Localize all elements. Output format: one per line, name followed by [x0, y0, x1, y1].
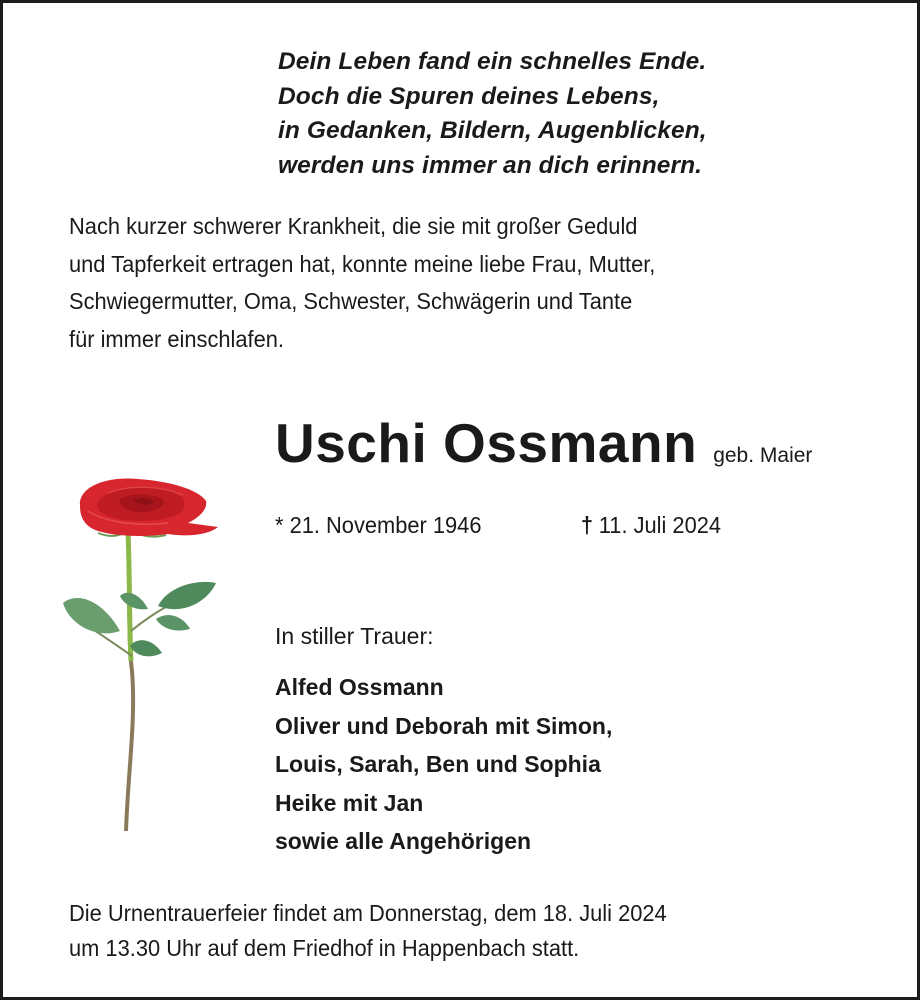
cross-icon: † [580, 512, 594, 538]
death-date: 11. Juli 2024 [598, 512, 722, 538]
motto-line: Doch die Spuren deines Lebens, [278, 82, 660, 110]
motto-line: werden uns immer an dich erinnern. [278, 151, 703, 179]
ceremony-notice [69, 896, 667, 966]
intro-line: Schwiegermutter, Oma, Schwester, Schwägerin und Tante [69, 288, 633, 314]
mourners-list [275, 668, 612, 861]
mourner-line: sowie alle Angehörigen [275, 828, 532, 854]
mourner-line: Louis, Sarah, Ben und Sophia [275, 751, 601, 777]
intro-text [69, 208, 655, 358]
motto-line: in Gedanken, Bildern, Augenblicken, [278, 117, 707, 144]
deceased-name: Uschi Ossmann [275, 412, 698, 474]
deceased-name-row [275, 411, 812, 475]
intro-line: und Tapferkeit ertragen hat, konnte meine liebe Frau, Mutter, [69, 250, 656, 277]
ceremony-line: um 13.30 Uhr auf dem Friedhof in Happenbach statt. [69, 935, 580, 961]
motto-line: Dein Leben fand ein schnelles Ende. [278, 48, 707, 75]
mourner-line: Alfed Ossmann [275, 674, 444, 700]
intro-line: Nach kurzer schwerer Krankheit, die sie mit großer Geduld [69, 213, 638, 239]
death-date-group [581, 512, 721, 539]
mourner-line: Oliver und Deborah mit Simon, [275, 712, 613, 739]
rose-icon [58, 471, 228, 841]
motto-verse [278, 45, 707, 183]
birth-date: * 21. November 1946 [275, 512, 482, 538]
mourner-line: Heike mit Jan [275, 789, 424, 816]
maiden-name: geb. Maier [713, 444, 813, 467]
ceremony-line: Die Urnentrauerfeier findet am Donnerstag, dem 18. Juli 2024 [69, 900, 667, 926]
intro-line: für immer einschlafen. [69, 325, 284, 352]
mourning-label: In stiller Trauer: [275, 623, 434, 649]
